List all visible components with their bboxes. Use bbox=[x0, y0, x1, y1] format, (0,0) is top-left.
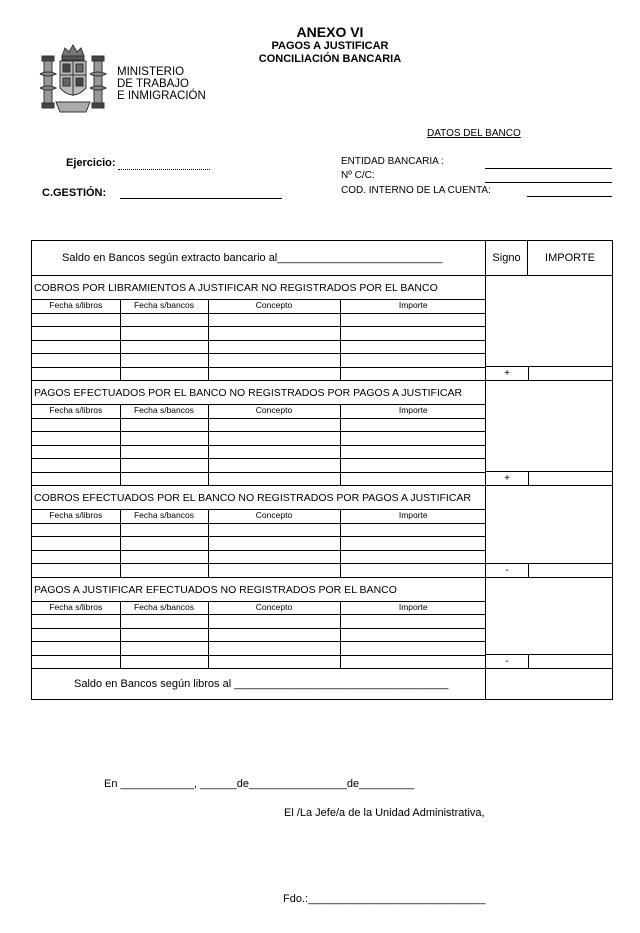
section-title: PAGOS EFECTUADOS POR EL BANCO NO REGISTRADOS POR PAGOS A JUSTIFICAR bbox=[34, 387, 463, 399]
column-header: Fecha s/libros bbox=[32, 405, 120, 419]
gestion-label: C.GESTIÓN: bbox=[42, 187, 107, 199]
entidad-label: ENTIDAD BANCARIA : bbox=[341, 156, 444, 167]
entry-cell[interactable] bbox=[340, 615, 486, 629]
section-title: PAGOS A JUSTIFICAR EFECTUADOS NO REGISTRADOS POR EL BANCO bbox=[34, 583, 397, 596]
entry-cell[interactable] bbox=[340, 354, 486, 368]
entry-cell[interactable] bbox=[32, 523, 120, 537]
entry-cell[interactable] bbox=[340, 628, 486, 642]
ministry-line-1: MINISTERIO bbox=[117, 66, 185, 78]
entry-cell[interactable] bbox=[120, 523, 208, 537]
column-header: Importe bbox=[340, 405, 486, 419]
entry-cell[interactable] bbox=[340, 472, 486, 485]
entry-cell[interactable] bbox=[340, 340, 486, 354]
column-header: Fecha s/bancos bbox=[120, 510, 208, 524]
entry-cell[interactable] bbox=[120, 472, 208, 485]
table-row bbox=[32, 523, 486, 537]
table-row bbox=[32, 615, 486, 629]
sections-body bbox=[32, 276, 613, 669]
entry-cell[interactable] bbox=[208, 432, 340, 446]
ministry-name bbox=[117, 66, 206, 102]
section-detail-table bbox=[32, 601, 486, 669]
ejercicio-field[interactable] bbox=[118, 169, 210, 170]
column-header: Importe bbox=[340, 601, 486, 615]
entry-cell[interactable] bbox=[32, 418, 120, 432]
entry-cell[interactable] bbox=[340, 550, 486, 564]
entry-cell[interactable] bbox=[340, 655, 486, 668]
entry-cell[interactable] bbox=[32, 564, 120, 577]
sign-cell: - bbox=[486, 564, 529, 577]
entry-cell[interactable] bbox=[208, 655, 340, 668]
section-importe-field[interactable] bbox=[529, 564, 612, 577]
column-header: Fecha s/libros bbox=[32, 601, 120, 615]
column-header: Fecha s/libros bbox=[32, 510, 120, 524]
table-row bbox=[32, 628, 486, 642]
section-block bbox=[32, 486, 486, 578]
entry-cell[interactable] bbox=[32, 472, 120, 485]
table-row bbox=[32, 564, 486, 577]
section-total-area bbox=[486, 276, 613, 381]
column-header: Fecha s/bancos bbox=[120, 601, 208, 615]
page-title: ANEXO VI bbox=[296, 24, 364, 40]
entry-cell[interactable] bbox=[120, 537, 208, 551]
table-row bbox=[32, 550, 486, 564]
section-total-area bbox=[486, 381, 613, 486]
entry-cell[interactable] bbox=[120, 615, 208, 629]
table-row bbox=[32, 327, 486, 341]
page-subtitle-1: PAGOS A JUSTIFICAR bbox=[271, 40, 389, 52]
entry-cell[interactable] bbox=[208, 313, 340, 327]
entry-cell[interactable] bbox=[120, 367, 208, 380]
column-header: Concepto bbox=[208, 300, 340, 314]
entry-cell[interactable] bbox=[120, 628, 208, 642]
entry-cell[interactable] bbox=[208, 340, 340, 354]
entry-cell[interactable] bbox=[120, 418, 208, 432]
entry-cell[interactable] bbox=[32, 642, 120, 656]
section-total-area bbox=[486, 486, 613, 578]
gestion-field[interactable] bbox=[120, 198, 282, 199]
sign-cell: - bbox=[486, 655, 529, 668]
table-row bbox=[32, 445, 486, 459]
signo-header: Signo bbox=[486, 241, 528, 276]
entidad-field[interactable] bbox=[485, 168, 612, 169]
table-row bbox=[32, 472, 486, 485]
entry-cell[interactable] bbox=[208, 523, 340, 537]
ministry-line-2: DE TRABAJO bbox=[117, 78, 189, 90]
entry-cell[interactable] bbox=[32, 432, 120, 446]
entry-cell[interactable] bbox=[208, 550, 340, 564]
sign-cell: + bbox=[486, 367, 529, 380]
entry-cell[interactable] bbox=[120, 550, 208, 564]
section-block bbox=[32, 276, 486, 381]
entry-cell[interactable] bbox=[120, 327, 208, 341]
entry-cell[interactable] bbox=[340, 327, 486, 341]
section-total-area bbox=[486, 577, 613, 669]
entry-cell[interactable] bbox=[340, 523, 486, 537]
section-block bbox=[32, 381, 486, 486]
entry-cell[interactable] bbox=[32, 327, 120, 341]
entry-cell[interactable] bbox=[32, 354, 120, 368]
table-row bbox=[32, 313, 486, 327]
entry-cell[interactable] bbox=[340, 459, 486, 473]
column-header: Fecha s/bancos bbox=[120, 300, 208, 314]
entry-cell[interactable] bbox=[340, 642, 486, 656]
table-row bbox=[32, 642, 486, 656]
table-row bbox=[32, 459, 486, 473]
place-date-line: En ____________, ______de________________de_________ bbox=[104, 778, 415, 790]
column-header: Importe bbox=[340, 510, 486, 524]
entry-cell[interactable] bbox=[120, 313, 208, 327]
sign-cell: + bbox=[486, 472, 529, 485]
entry-cell[interactable] bbox=[340, 537, 486, 551]
ministry-line-3: E INMIGRACIÓN bbox=[117, 90, 206, 102]
section-importe-field[interactable] bbox=[529, 367, 612, 380]
cod-interno-label: COD. INTERNO DE LA CUENTA: bbox=[341, 185, 491, 196]
section-title: COBROS EFECTUADOS POR EL BANCO NO REGISTRADOS POR PAGOS A JUSTIFICAR bbox=[34, 492, 471, 504]
entry-cell[interactable] bbox=[340, 432, 486, 446]
section-detail-table bbox=[32, 509, 486, 577]
importe-header: IMPORTE bbox=[528, 241, 613, 276]
entry-cell[interactable] bbox=[32, 537, 120, 551]
entry-cell[interactable] bbox=[120, 459, 208, 473]
entry-cell[interactable] bbox=[208, 367, 340, 380]
column-header: Fecha s/libros bbox=[32, 300, 120, 314]
entry-cell[interactable] bbox=[32, 445, 120, 459]
entry-cell[interactable] bbox=[32, 655, 120, 668]
entry-cell[interactable] bbox=[208, 418, 340, 432]
column-header: Concepto bbox=[208, 405, 340, 419]
column-header: Fecha s/bancos bbox=[120, 405, 208, 419]
entry-cell[interactable] bbox=[120, 432, 208, 446]
saldo-libros-importe-field[interactable] bbox=[486, 669, 613, 700]
entry-cell[interactable] bbox=[32, 550, 120, 564]
section-title: COBROS POR LIBRAMIENTOS A JUSTIFICAR NO REGISTRADOS POR EL BANCO bbox=[34, 282, 438, 294]
table-row bbox=[32, 340, 486, 354]
entry-cell[interactable] bbox=[120, 655, 208, 668]
section-importe-field[interactable] bbox=[529, 472, 612, 485]
saldo-extracto-label: Saldo en Bancos según extracto bancario al___________________________ bbox=[32, 241, 486, 276]
table-row bbox=[32, 655, 486, 668]
section-detail-table bbox=[32, 299, 486, 380]
entry-cell[interactable] bbox=[120, 354, 208, 368]
entry-cell[interactable] bbox=[208, 564, 340, 577]
entry-cell[interactable] bbox=[32, 367, 120, 380]
table-row bbox=[32, 418, 486, 432]
entry-cell[interactable] bbox=[340, 418, 486, 432]
section-importe-field[interactable] bbox=[529, 655, 612, 668]
entry-cell[interactable] bbox=[208, 537, 340, 551]
saldo-libros-label: Saldo en Bancos según libros al ___________________________________ bbox=[32, 669, 486, 700]
signature-line: Fdo.:_____________________________ bbox=[283, 893, 486, 905]
section-detail-table bbox=[32, 404, 486, 485]
column-header: Importe bbox=[340, 300, 486, 314]
ejercicio-label: Ejercicio: bbox=[66, 157, 116, 169]
table-row bbox=[32, 354, 486, 368]
entry-cell[interactable] bbox=[32, 459, 120, 473]
entry-cell[interactable] bbox=[340, 367, 486, 380]
entry-cell[interactable] bbox=[208, 459, 340, 473]
cc-field[interactable] bbox=[485, 182, 612, 183]
entry-cell[interactable] bbox=[208, 642, 340, 656]
entry-cell[interactable] bbox=[208, 615, 340, 629]
reconciliation-table bbox=[31, 240, 613, 700]
entry-cell[interactable] bbox=[32, 615, 120, 629]
column-header: Concepto bbox=[208, 601, 340, 615]
cc-label: Nº C/C: bbox=[341, 170, 375, 181]
entry-cell[interactable] bbox=[340, 564, 486, 577]
signer-title: El /La Jefe/a de la Unidad Administrativa, bbox=[284, 807, 485, 819]
column-header: Concepto bbox=[208, 510, 340, 524]
table-row bbox=[32, 537, 486, 551]
entry-cell[interactable] bbox=[120, 340, 208, 354]
entry-cell[interactable] bbox=[208, 327, 340, 341]
entry-cell[interactable] bbox=[208, 445, 340, 459]
document-header bbox=[0, 24, 640, 66]
section-block bbox=[32, 577, 486, 669]
cod-interno-field[interactable] bbox=[527, 196, 612, 197]
entry-cell[interactable] bbox=[208, 472, 340, 485]
entry-cell[interactable] bbox=[120, 445, 208, 459]
bank-data-heading: DATOS DEL BANCO bbox=[427, 128, 521, 139]
entry-cell[interactable] bbox=[340, 445, 486, 459]
entry-cell[interactable] bbox=[208, 354, 340, 368]
entry-cell[interactable] bbox=[32, 313, 120, 327]
table-row bbox=[32, 367, 486, 380]
table-row bbox=[32, 432, 486, 446]
entry-cell[interactable] bbox=[32, 340, 120, 354]
page-subtitle-2: CONCILIACIÓN BANCARIA bbox=[258, 53, 402, 65]
entry-cell[interactable] bbox=[340, 313, 486, 327]
entry-cell[interactable] bbox=[208, 628, 340, 642]
entry-cell[interactable] bbox=[120, 564, 208, 577]
entry-cell[interactable] bbox=[32, 628, 120, 642]
entry-cell[interactable] bbox=[120, 642, 208, 656]
